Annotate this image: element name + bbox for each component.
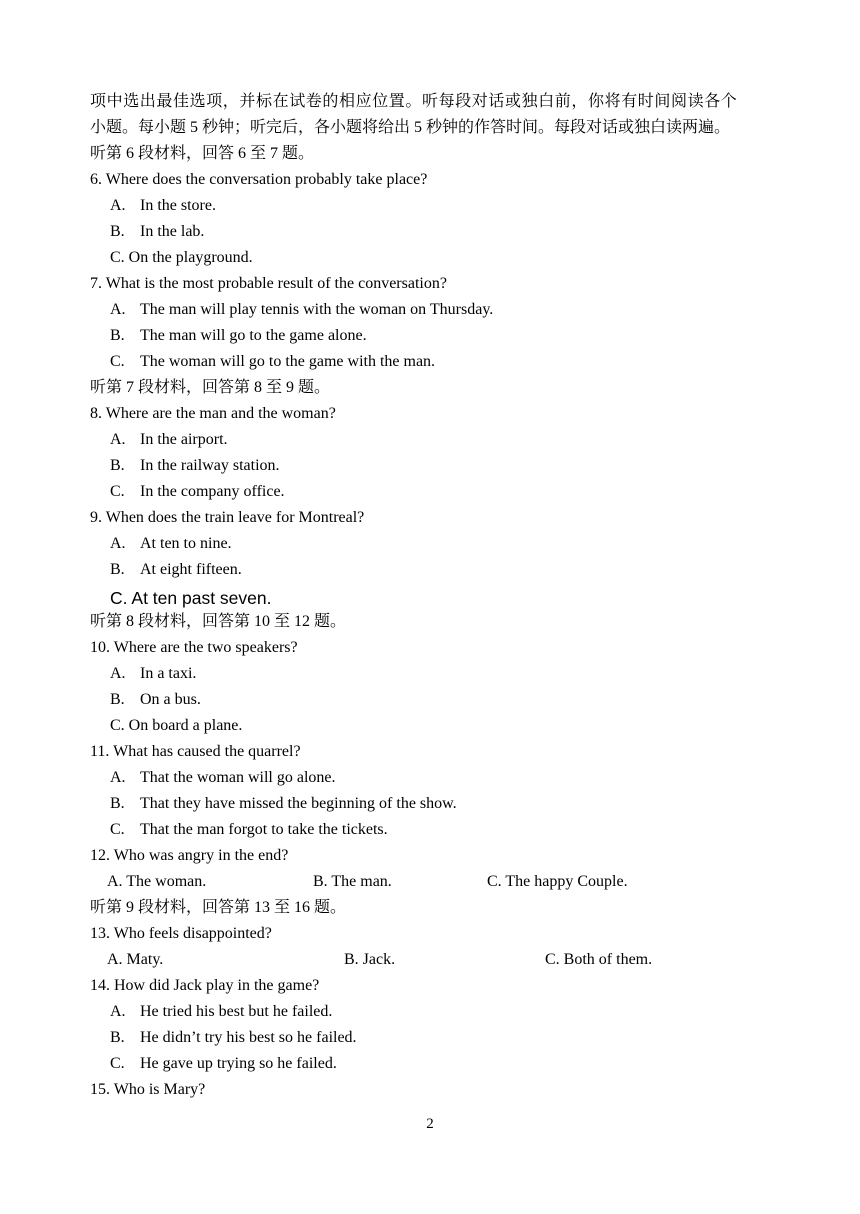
option-label: A.	[110, 197, 126, 214]
option-text: At eight fifteen.	[140, 561, 242, 578]
question-15: 15. Who is Mary?	[90, 1081, 206, 1098]
option-label: B.	[110, 795, 125, 812]
question-14-option-b	[110, 1028, 357, 1048]
option-label: A.	[110, 769, 126, 786]
question-9-option-a	[110, 534, 232, 554]
page-number: 2	[426, 1116, 434, 1132]
instructions-line-2: 小题。每小题 5 秒钟；听完后，各小题将给出 5 秒钟的作答时间。每段对话或独白读两遍。	[90, 119, 731, 136]
question-12-option-c: C. The happy Couple.	[487, 873, 628, 890]
question-12-option-b: B. The man.	[313, 873, 392, 890]
option-text: At ten to nine.	[140, 535, 232, 552]
option-label: B.	[110, 223, 125, 240]
question-12-option-a: A. The woman.	[107, 873, 207, 890]
question-14: 14. How did Jack play in the game?	[90, 977, 320, 994]
question-10-option-a	[110, 664, 196, 684]
option-text: He tried his best but he failed.	[140, 1003, 333, 1020]
section-heading-6: 听第 6 段材料，回答 6 至 7 题。	[90, 145, 315, 162]
question-12: 12. Who was angry in the end?	[90, 847, 289, 864]
option-text: The woman will go to the game with the man.	[140, 353, 436, 370]
question-13-option-b: B. Jack.	[344, 951, 396, 968]
section-heading-7: 听第 7 段材料，回答第 8 至 9 题。	[90, 379, 331, 396]
question-11-option-c	[110, 820, 388, 840]
option-text: In the railway station.	[140, 457, 280, 474]
instructions-line-1: 项中选出最佳选项，并标在试卷的相应位置。听每段对话或独白前，你将有时间阅读各个	[90, 93, 738, 110]
question-6-option-c: C. On the playground.	[110, 249, 253, 266]
question-6-option-a	[110, 196, 216, 216]
question-7-option-b	[110, 326, 367, 346]
option-label: C.	[110, 1055, 125, 1072]
question-6: 6. Where does the conversation probably take place?	[90, 171, 428, 188]
question-7-option-a	[110, 300, 493, 320]
option-label: B.	[110, 1029, 125, 1046]
option-label: B.	[110, 561, 125, 578]
option-text: In the airport.	[140, 431, 228, 448]
question-8: 8. Where are the man and the woman?	[90, 405, 336, 422]
option-label: C.	[110, 821, 125, 838]
option-text: That the woman will go alone.	[140, 769, 336, 786]
question-7-option-c	[110, 352, 435, 372]
question-14-option-c	[110, 1054, 337, 1074]
option-label: C.	[110, 483, 125, 500]
option-text: That they have missed the beginning of the show.	[140, 795, 457, 812]
question-11-option-a	[110, 768, 336, 788]
question-13-option-a: A. Maty.	[107, 951, 164, 968]
question-10-option-c: C. On board a plane.	[110, 717, 243, 734]
question-8-option-a	[110, 430, 228, 450]
question-6-option-b	[110, 222, 204, 242]
option-text: On a bus.	[140, 691, 201, 708]
option-label: A.	[110, 301, 126, 318]
option-text: That the man forgot to take the tickets.	[140, 821, 388, 838]
option-text: In the company office.	[140, 483, 285, 500]
question-13-option-c: C. Both of them.	[545, 951, 653, 968]
question-10: 10. Where are the two speakers?	[90, 639, 298, 656]
question-11: 11. What has caused the quarrel?	[90, 743, 301, 760]
question-9: 9. When does the train leave for Montreal?	[90, 509, 365, 526]
option-label: B.	[110, 457, 125, 474]
question-8-option-c	[110, 482, 285, 502]
option-label: A.	[110, 431, 126, 448]
question-14-option-a	[110, 1002, 332, 1022]
option-label: B.	[110, 327, 125, 344]
option-text: In a taxi.	[140, 665, 197, 682]
option-text: The man will go to the game alone.	[140, 327, 367, 344]
option-label: A.	[110, 535, 126, 552]
question-9-option-b	[110, 560, 242, 580]
section-heading-8: 听第 8 段材料，回答第 10 至 12 题。	[90, 613, 347, 630]
question-13: 13. Who feels disappointed?	[90, 925, 272, 942]
question-8-option-b	[110, 456, 280, 476]
option-text: He gave up trying so he failed.	[140, 1055, 337, 1072]
option-label: A.	[110, 1003, 126, 1020]
option-text: In the lab.	[140, 223, 205, 240]
section-heading-9: 听第 9 段材料，回答第 13 至 16 题。	[90, 899, 347, 916]
option-text: In the store.	[140, 197, 216, 214]
option-text: He didn’t try his best so he failed.	[140, 1029, 357, 1046]
option-text: The man will play tennis with the woman on Thursday.	[140, 301, 494, 318]
option-label: C.	[110, 353, 125, 370]
question-9-option-c: C. At ten past seven.	[110, 588, 272, 608]
question-7: 7. What is the most probable result of the conversation?	[90, 275, 447, 292]
question-11-option-b	[110, 794, 457, 814]
option-label: A.	[110, 665, 126, 682]
question-10-option-b	[110, 690, 201, 710]
option-label: B.	[110, 691, 125, 708]
